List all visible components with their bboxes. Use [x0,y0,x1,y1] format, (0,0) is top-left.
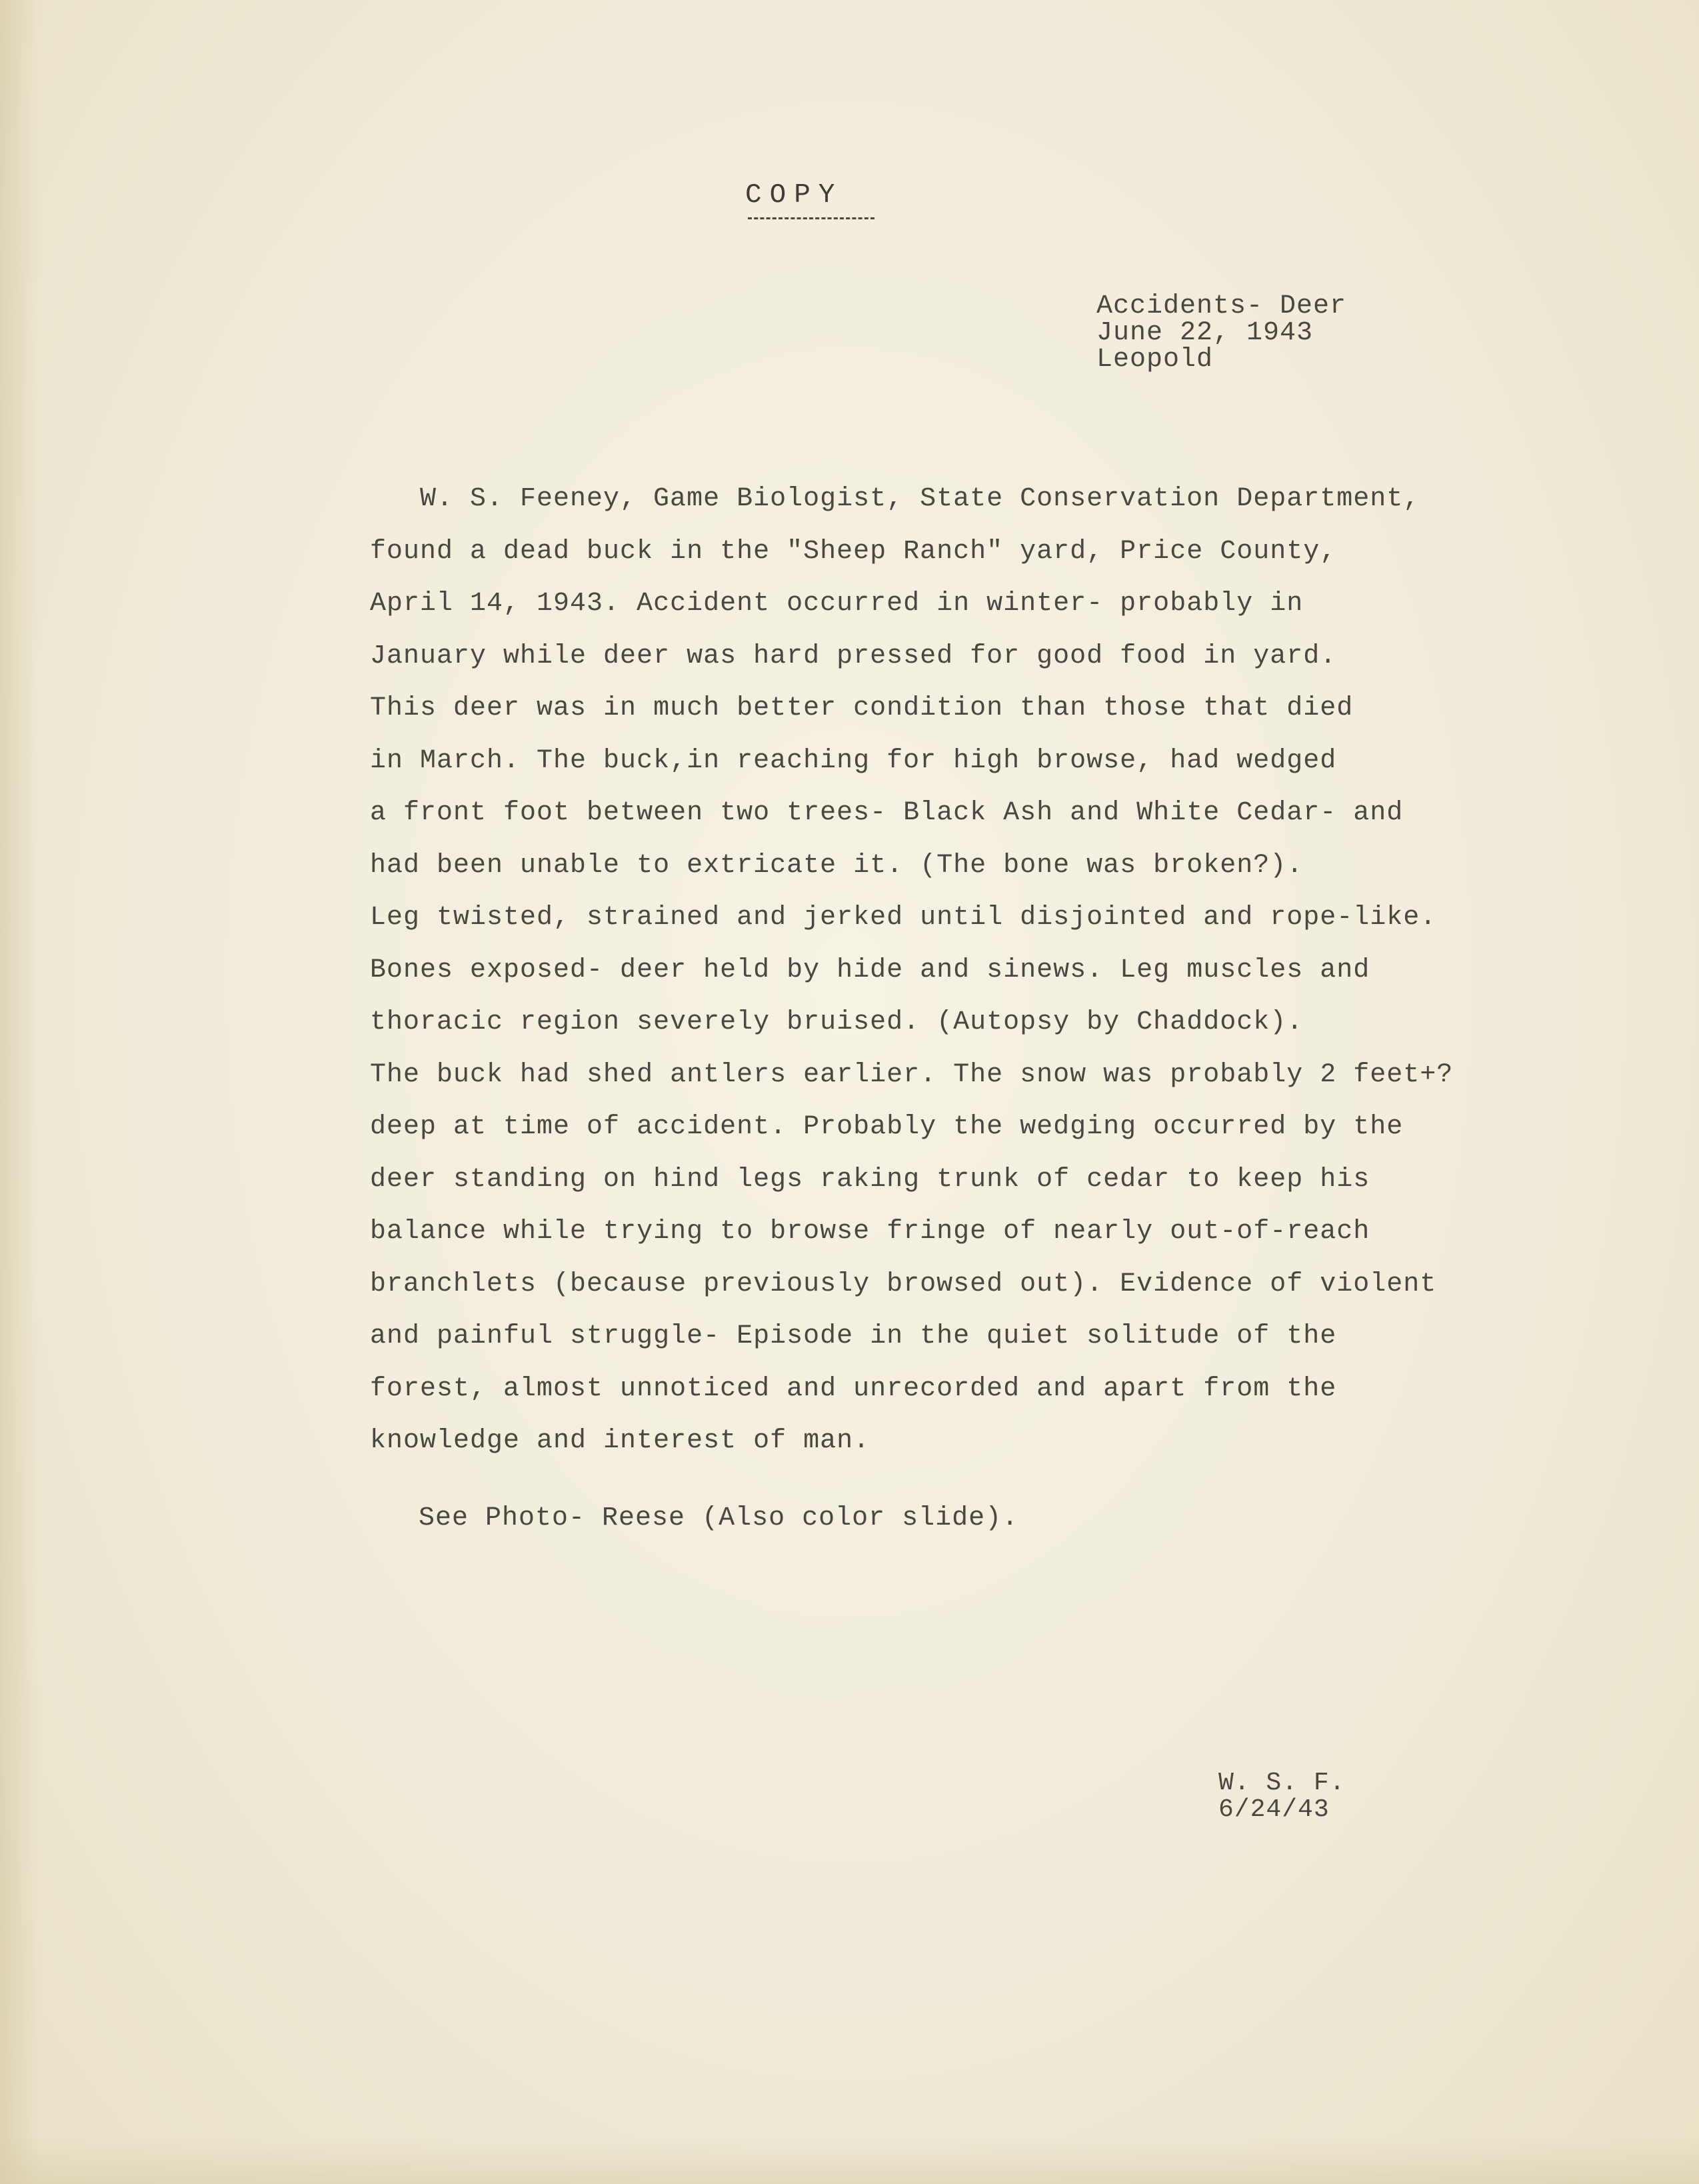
filing-subject: Accidents- Deer [1096,291,1347,321]
body-line: found a dead buck in the "Sheep Ranch" yard, Price County, [370,536,1337,567]
body-line: balance while trying to browse fringe of nearly out-of-reach [370,1217,1370,1247]
body-line: a front foot between two trees- Black Ash and White Cedar- and [370,798,1404,828]
filing-author: Leopold [1096,345,1214,375]
filing-block [1096,293,1346,373]
body-line: knowledge and interest of man. [370,1426,870,1456]
body-line: thoracic region severely bruised. (Autopsy by Chaddock). [370,1007,1304,1037]
body-line: W. S. Feeney, Game Biologist, State Conservation Department, [420,484,1420,514]
copy-heading: COPY [745,180,843,211]
body-line: forest, almost unnoticed and unrecorded and apart from the [370,1373,1337,1404]
filing-date: June 22, 1943 [1096,318,1314,348]
photo-note: See Photo- Reese (Also color slide). [419,1503,1019,1533]
signature-initials: W. S. F. [1218,1769,1346,1797]
body-line: branchlets (because previously browsed out). Evidence of violent [370,1269,1437,1299]
body-line: April 14, 1943. Accident occurred in winter- probably in [370,589,1304,619]
body-line: The buck had shed antlers earlier. The snow was probably 2 feet+? [370,1059,1454,1090]
body-line: in March. The buck,in reaching for high browse, had wedged [370,745,1337,776]
body-line: had been unable to extricate it. (The bone was broken?). [370,850,1304,881]
body-line: Leg twisted, strained and jerked until disjointed and rope-like. [370,903,1437,933]
body-line: deer standing on hind legs raking trunk of cedar to keep his [370,1164,1370,1195]
body-line: Bones exposed- deer held by hide and sinews. Leg muscles and [370,955,1370,985]
body-line: January while deer was hard pressed for good food in yard. [370,641,1337,671]
report-body [370,473,1503,1468]
heading-underline [748,217,874,219]
signature-date: 6/24/43 [1218,1795,1330,1824]
body-line: deep at time of accident. Probably the wedging occurred by the [370,1112,1404,1142]
body-line: This deer was in much better condition than those that died [370,693,1354,723]
signature-block [1218,1770,1345,1823]
body-line: and painful struggle- Episode in the quiet solitude of the [370,1321,1337,1351]
